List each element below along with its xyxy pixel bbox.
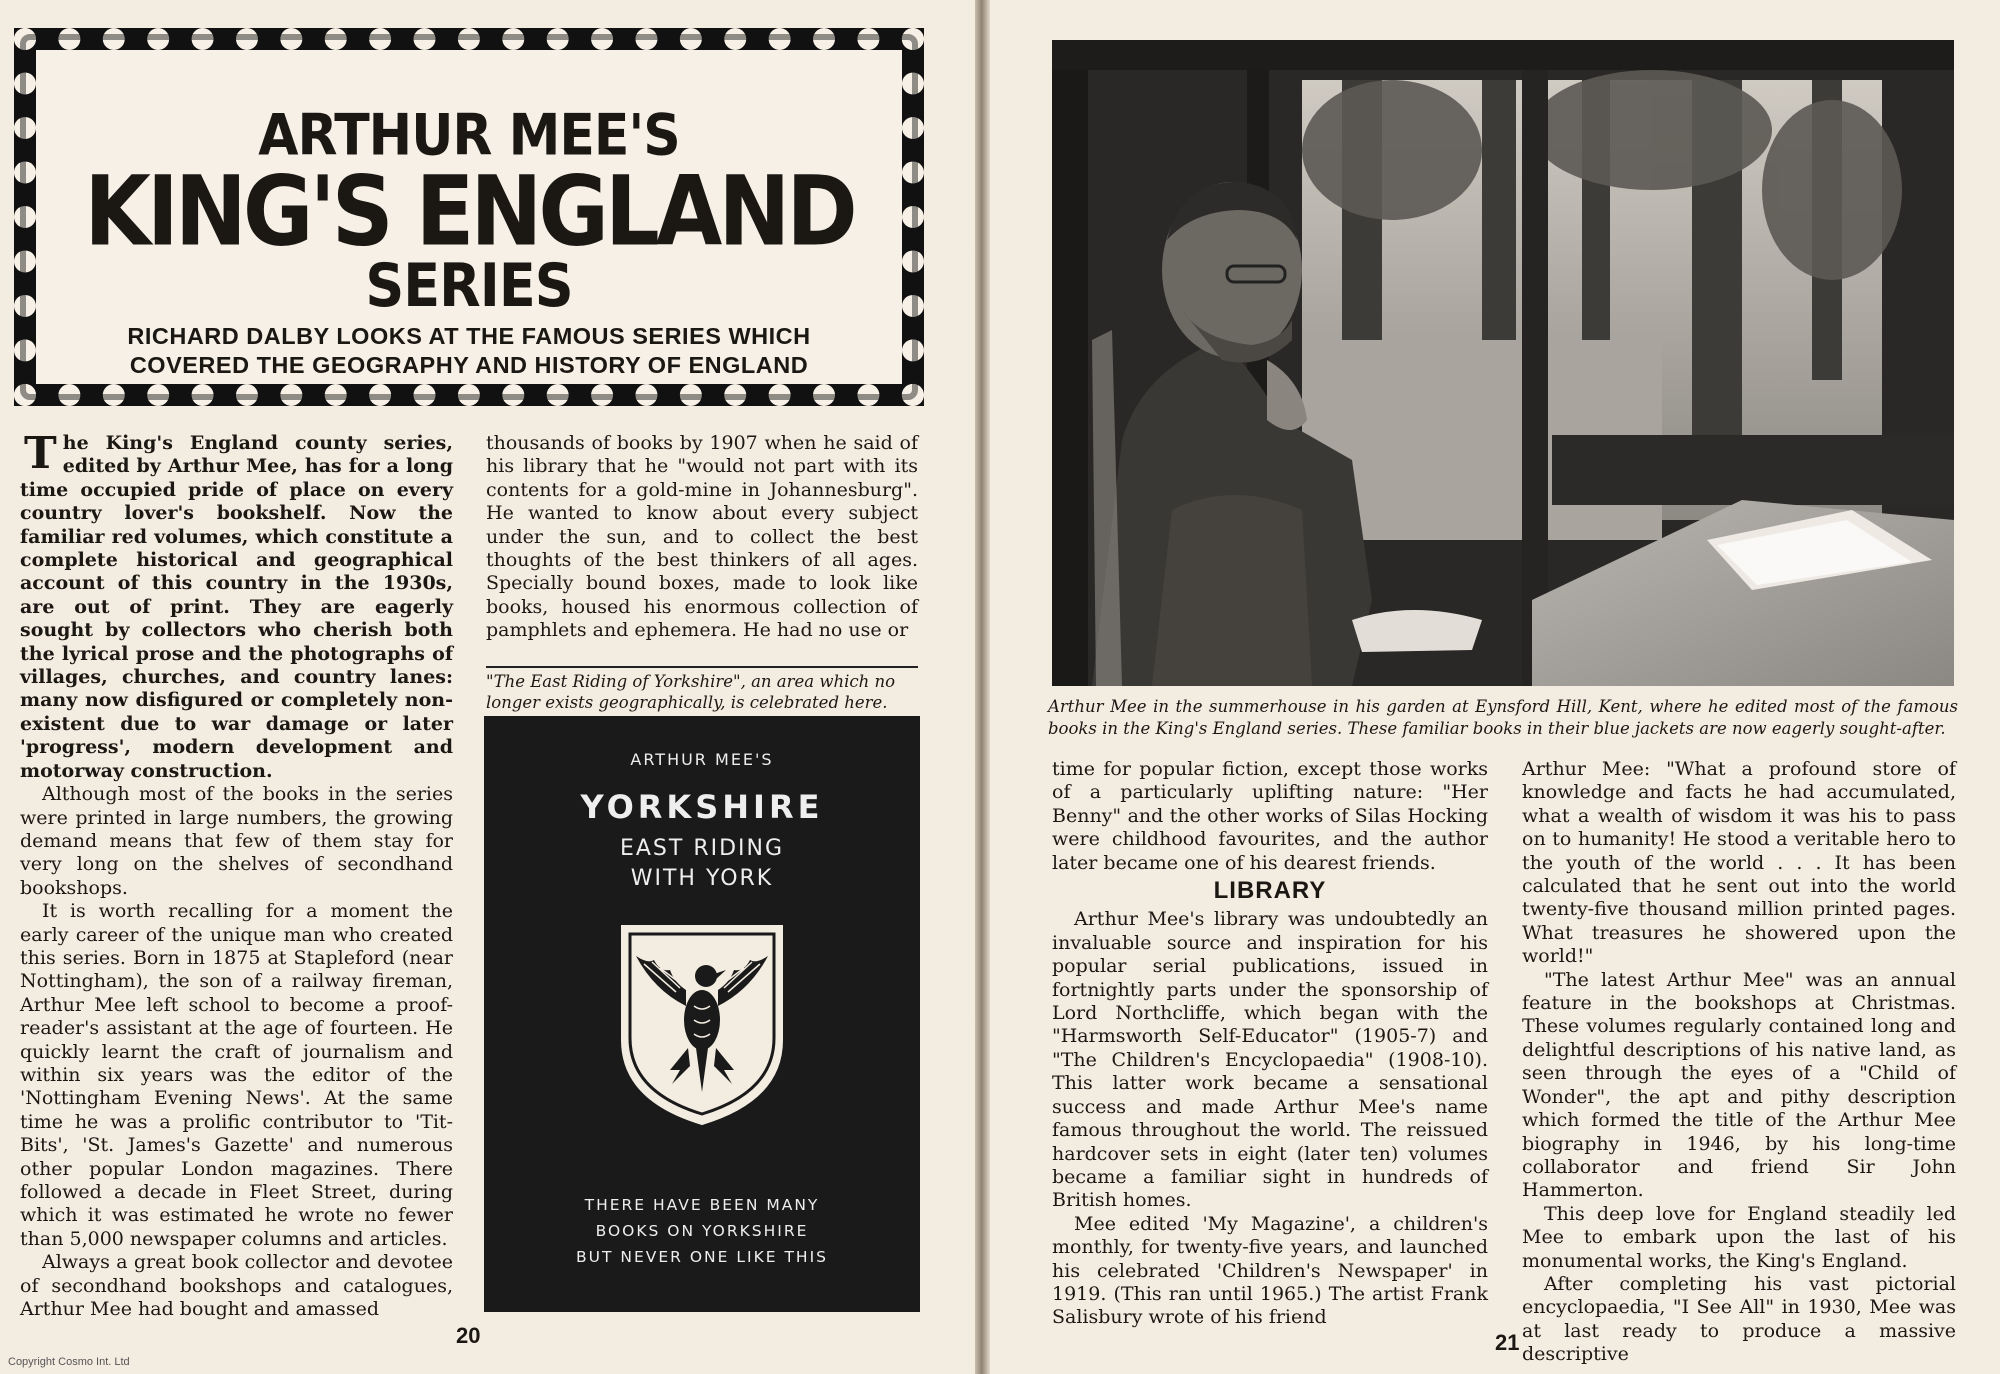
book-cover-subtitle-2: WITH YORK: [630, 866, 774, 891]
paragraph: After completing his vast pictorial encyclopaedia, "I See All" in 1930, Mee was at last ready to produce a massive descriptive: [1522, 1272, 1956, 1366]
paragraph: [20, 428, 453, 783]
paragraph: Arthur Mee's library was undoubtedly an invaluable source and inspiration for his popular serial publications, issued in fortnightly parts under the sponsorship of Lord Northcliffe, which began with the "Harmsworth Self-Educator" (1905-7) and "The Children's Encyclopaedia" (1908-10). This latter work became a sensational success and made Arthur Mee's name famous throughout the world. The reissued hardcover sets in eight (later ten) volumes became a familiar sight in hundreds of British homes.: [1052, 908, 1488, 1212]
paragraph: This deep love for England steadily led Mee to embark upon the last of his monumental works, the King's England.: [1522, 1202, 1956, 1272]
book-cover-title: YORKSHIRE: [580, 788, 824, 826]
subtitle-line-2: COVERED THE GEOGRAPHY AND HISTORY OF ENGLAND: [129, 352, 809, 378]
paragraph: Mee edited 'My Magazine', a children's monthly, for twenty-five years, and launched his celebrated 'Children's Newspaper' in 1919. (This ran until 1965.) The artist Frank Salisbury wrote of his friend: [1052, 1212, 1488, 1329]
title-kicker: ARTHUR MEE'S: [258, 103, 680, 169]
book-cover-tagline-1: THERE HAVE BEEN MANY: [584, 1196, 820, 1214]
paragraph: It is worth recalling for a moment the early career of the unique man who created this series. Born in 1875 at Stapleford (near Nottingham), the son of a railway fireman, Arthur Mee left school to become a proof-reader's assistant at the age of fourteen. He quickly learnt the craft of journalism and within six years was the editor of the 'Nottingham Evening News'. At the same time he was a prolific contributor to 'Tit-Bits', 'St. James's Gazette' and numerous other popular London magazines. There followed a decade in Fleet Street, during which it was estimated he wrote no fewer than 5,000 newspaper columns and articles.: [20, 900, 453, 1250]
title-box: [14, 28, 924, 406]
eagle-shield-icon: [614, 920, 790, 1130]
photo-caption: Arthur Mee in the summerhouse in his garden at Eynsford Hill, Kent, where he edited most of the famous books in the King's England series. These familiar books in their blue jackets are now eagerly sought-after.: [1048, 697, 1958, 738]
title-main: KING'S ENGLAND: [84, 156, 854, 268]
article-column-3: [1052, 758, 1488, 1330]
book-caption: "The East Riding of Yorkshire", an area which no longer exists geographically, is celebrated here.: [486, 666, 918, 713]
article-column-2: [486, 432, 918, 643]
subtitle-line-1: RICHARD DALBY LOOKS AT THE FAMOUS SERIES WHICH: [127, 323, 811, 349]
paragraph: Always a great book collector and devotee of secondhand bookshops and catalogues, Arthur Mee had bought and amassed: [20, 1251, 453, 1321]
paragraph: thousands of books by 1907 when he said of his library that he "would not part with its contents for a gold-mine in Johannesburg". He wanted to know about every subject under the sun, and to collect the best thoughts of the best thinkers of all ages. Specially bound boxes, made to look like books, housed his enormous collection of pamphlets and ephemera. He had no use or: [486, 432, 918, 642]
paragraph: Although most of the books in the series were printed in large numbers, the growing demand means that few of them stay for very long on the shelves of secondhand bookshops.: [20, 783, 453, 899]
title-series: SERIES: [365, 250, 573, 321]
book-cover-kicker: ARTHUR MEE'S: [630, 750, 774, 769]
paragraph: time for popular fiction, except those works of a particularly uplifting nature: "Her Benny" and the other works of Silas Hocking were childhood favourites, and the author later became one of his dearest friends.: [1052, 758, 1488, 874]
book-cover-tagline-3: BUT NEVER ONE LIKE THIS: [576, 1248, 828, 1266]
book-cover-tagline-2: BOOKS ON YORKSHIRE: [595, 1222, 809, 1240]
right-page: [990, 0, 2000, 1374]
title-subtitle: [36, 322, 902, 380]
book-cover-image: [484, 716, 920, 1312]
page-number-left: 20: [456, 1323, 481, 1348]
book-spine: [975, 0, 990, 1374]
copyright-notice: Copyright Cosmo Int. Ltd: [8, 1356, 130, 1368]
lead-text: he King's England county series, edited by Arthur Mee, has for a long time occupied pride of place on every country lover's bookshelf. Now the familiar red volumes, which constitute a complete historical and geographical account of this country in the 1930s, are out of print. They are eagerly sought by collectors who cherish both the lyrical prose and the photographs of villages, churches, and country lanes: many now disfigured or completely non-existent due to war damage or later 'progress', modern development and motorway construction.: [20, 432, 453, 782]
page-number-right: 21: [1495, 1330, 1520, 1355]
section-heading-library: LIBRARY: [1213, 877, 1327, 905]
book-cover-subtitle-1: EAST RIDING: [619, 836, 785, 861]
drop-cap: T: [24, 428, 57, 479]
left-page: [0, 0, 975, 1374]
article-column-1: [20, 428, 453, 1321]
article-column-4: [1522, 758, 1956, 1367]
paragraph: Arthur Mee: "What a profound store of knowledge and facts he had accumulated, what a wealth of wisdom it was his to pass on to humanity! He stood a veritable hero to the youth of the world . . . It has been calculated that he sent out into the world twenty-five thousand million printed pages. What treasures he showered upon the world!": [1522, 758, 1956, 968]
summerhouse-photo: [1052, 40, 1954, 686]
paragraph: "The latest Arthur Mee" was an annual feature in the bookshops at Christmas. These volumes regularly contained long and delightful descriptions of his native land, as seen through the eyes of a "Child of Wonder", the apt and pithy description which formed the title of the Arthur Mee biography in 1946, by his long-time collaborator and friend Sir John Hammerton.: [1522, 968, 1956, 1202]
